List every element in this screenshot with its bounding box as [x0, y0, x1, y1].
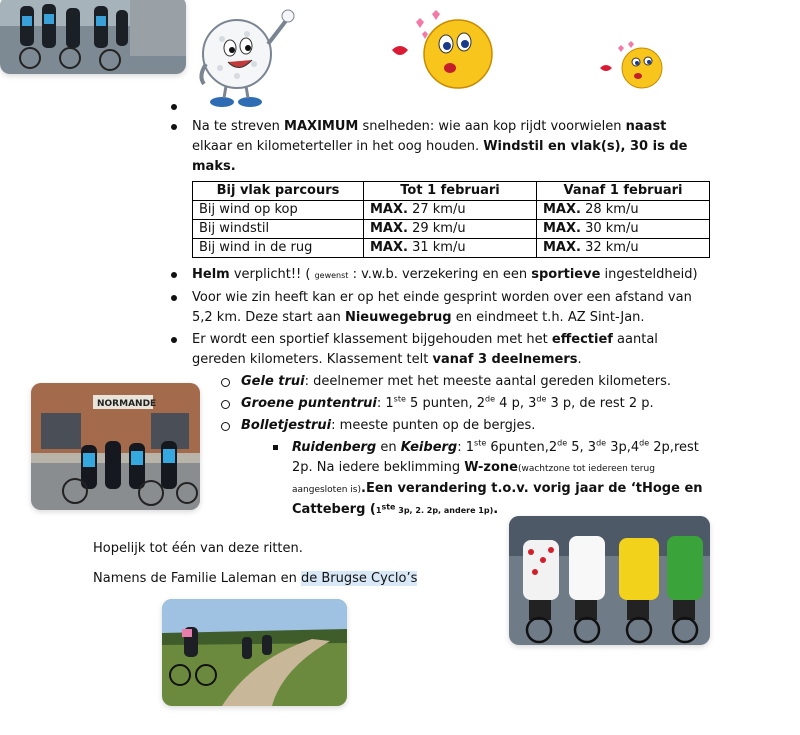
- list-item-sprint: Voor wie zin heeft kan er op het einde gesprint worden over een afstand van 5,2 km. Deze start aan Nieuwegebrug en eindmeet t.h. AZ Sint-Jan.: [165, 288, 725, 328]
- list-item-yellow-jersey: Gele trui: deelnemer met het meeste aantal gereden kilometers.: [165, 372, 725, 392]
- closing-line-2: Namens de Familie Laleman en de Brugse Cyclo’s: [93, 571, 418, 586]
- table-cell: MAX. 32 km/u: [537, 239, 710, 258]
- rules-list: [165, 97, 725, 177]
- table-row: [193, 201, 710, 220]
- closing-line-1: Hopelijk tot één van deze ritten.: [93, 541, 303, 556]
- table-cell: MAX. 31 km/u: [364, 239, 537, 258]
- table-cell: MAX. 30 km/u: [537, 220, 710, 239]
- table-cell: Bij wind op kop: [193, 201, 364, 220]
- kiss-smiley-small-icon: [596, 40, 670, 94]
- table-cell: MAX. 29 km/u: [364, 220, 537, 239]
- list-item-climbs: Ruidenberg en Keiberg: 1ste 6punten,2de 5, 3de 3p,4de 2p,rest 2p. Na iedere beklimming W-zone(wachtzone tot iedereen terug aangesloten is).Een verandering t.o.v. vorig jaar de ‘tHoge en Catteberg (1ste 3p, 2. 2p, andere 1p).: [165, 438, 725, 521]
- table-header: Vanaf 1 februari: [537, 182, 710, 201]
- photo-gravel-road: [162, 599, 347, 706]
- table-cell: Bij windstil: [193, 220, 364, 239]
- rules-list-continued: [165, 265, 725, 521]
- photo-group-top-left: [0, 0, 186, 74]
- list-item-green-jersey: Groene puntentrui: 1ste 5 punten, 2de 4 p, 3de 3 p, de rest 2 p.: [165, 394, 725, 414]
- list-item-speed: [165, 117, 725, 177]
- table-cell: MAX. 27 km/u: [364, 201, 537, 220]
- table-row: [193, 239, 710, 258]
- table-row: [193, 220, 710, 239]
- text-bold: Windstil en vlak(s), 30 is de: [483, 139, 688, 154]
- table-header: Tot 1 februari: [364, 182, 537, 201]
- text-bold: maks.: [192, 159, 236, 174]
- table-header-row: [193, 182, 710, 201]
- table-cell: Bij wind in de rug: [193, 239, 364, 258]
- table-header: Bij vlak parcours: [193, 182, 364, 201]
- list-item-helmet: Helm verplicht!! ( gewenst : v.w.b. verzekering en een sportieve ingesteldheid): [165, 265, 725, 286]
- list-item-polka-jersey: Bolletjestrui: meeste punten op de bergjes.: [165, 416, 725, 436]
- highlighted-text: de Brugse Cyclo’s: [300, 571, 418, 586]
- table-cell: MAX. 28 km/u: [537, 201, 710, 220]
- photo-tour-podium: [509, 516, 710, 645]
- list-item-ranking: Er wordt een sportief klassement bijgehouden met het effectief aantal gereden kilometers. Klassement telt vanaf 3 deelnemers.: [165, 330, 725, 370]
- kiss-smiley-icon: [386, 8, 500, 102]
- text: snelheden: wie aan kop rijdt voorwielen: [358, 119, 626, 134]
- list-item-empty: [165, 97, 725, 117]
- text-bold: naast: [625, 119, 667, 134]
- text: Na te streven: [192, 119, 285, 134]
- photo-sign-text: NORMANDE: [97, 399, 157, 409]
- text-bold: MAXIMUM: [284, 119, 359, 134]
- speed-table: [192, 181, 710, 258]
- text: elkaar en kilometerteller in het oog houden.: [192, 139, 484, 154]
